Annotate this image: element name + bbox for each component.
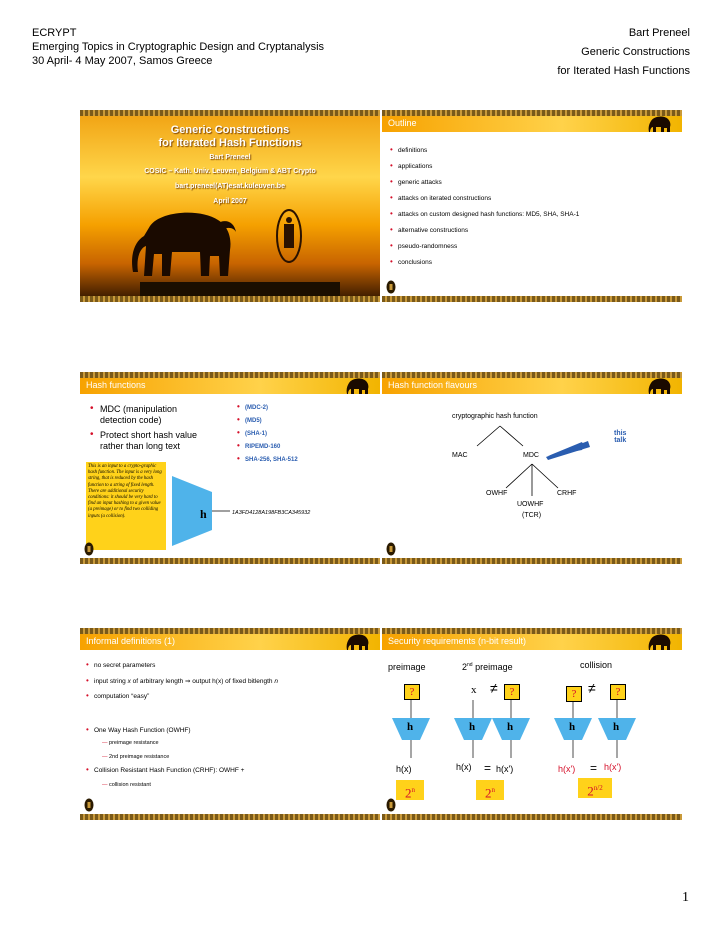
hash-output: 1A3FD4128A198FB3CA345932 [232, 510, 311, 516]
bullet-text: rather than long text [100, 441, 181, 451]
cosic-logo-icon [386, 798, 396, 812]
bullet-icon: • [237, 402, 240, 411]
seal-icon [275, 208, 303, 264]
elephant-icon [346, 377, 370, 395]
input-note-box: This is an input to a crypto-graphic hash function. The input is a very long string, that is reduced by the hash function to a string of fixed length. There are additional security conditions: it should be very hard to find an input hashing to a given value (a preimage) or to find two colliding inputs (a collision). [86, 462, 166, 550]
this-talk-note [614, 430, 626, 444]
def-item [86, 660, 156, 670]
elephant-icon [648, 115, 672, 133]
bullet-icon: • [237, 428, 240, 437]
funnel-h-label: h [507, 721, 514, 733]
def-text: collision resistant [109, 782, 151, 788]
bullet-text: detection code) [100, 415, 162, 425]
outline-item [390, 257, 432, 267]
funnel-h-label: h [569, 721, 576, 733]
slide-border-bottom [80, 296, 380, 302]
def-item [86, 725, 191, 735]
slide-outline [382, 110, 682, 302]
cosic-logo-icon [386, 280, 396, 294]
def-text: One Way Hash Function (OWHF) [94, 727, 191, 734]
def-text: input string [94, 678, 128, 685]
bullet-icon: • [390, 145, 393, 154]
outline-item [390, 177, 442, 187]
slide3-title: Hash functions [86, 380, 146, 390]
hash-value-hx-prime: h(x') [558, 764, 576, 774]
funnel-h-label: h [469, 721, 476, 733]
alg-label: (MDC-2) [245, 405, 268, 411]
alg-item [237, 415, 262, 425]
flavour-tcr: (TCR) [522, 512, 542, 519]
neq-symbol: ≠ [588, 680, 596, 696]
outline-item-label: pseudo-randomness [398, 243, 458, 250]
slide2-title: Outline [388, 118, 417, 128]
bullet-icon: • [86, 660, 89, 669]
slide4-title: Hash function flavours [388, 380, 478, 390]
def-item [86, 765, 245, 775]
bullet-icon: • [237, 415, 240, 424]
bullet-icon: • [237, 454, 240, 463]
slide-informal-definitions [80, 628, 380, 820]
header-title2: for Iterated Hash Functions [557, 65, 690, 77]
bullet-icon: • [90, 403, 94, 414]
flavour-crhf: CRHF [557, 490, 577, 497]
dash-icon: — [102, 740, 110, 746]
alg-item [237, 428, 267, 438]
header-left [32, 26, 324, 68]
slide-border-bottom [80, 814, 380, 820]
header-author: Bart Preneel [628, 27, 690, 39]
slide-border-top [80, 110, 380, 116]
unknown-box: ? [566, 686, 582, 702]
outline-item [390, 145, 428, 155]
slide-border-bottom [382, 558, 682, 564]
slide1-email: bart.preneel(AT)esat.kuleuven.be [175, 183, 285, 190]
alg-item [237, 454, 298, 464]
bullet-icon: • [390, 209, 393, 218]
bullet-text: Protect short hash value [100, 430, 198, 440]
def-var: x [127, 678, 131, 685]
outline-item [390, 193, 492, 203]
flavour-uowhf: UOWHF [517, 501, 544, 508]
slide1-author: Bart Preneel [209, 154, 251, 161]
outline-item [390, 241, 458, 251]
outline-item [390, 209, 580, 219]
slide-border-bottom [382, 814, 682, 820]
outline-item-label: attacks on custom designed hash functions: MD5, SHA, SHA-1 [398, 211, 580, 218]
complexity-2nd-preimage: 2$^n$ [476, 780, 504, 800]
slide-border-bottom [382, 296, 682, 302]
requirement-funnels [382, 628, 682, 820]
outline-item [390, 225, 469, 235]
header-date: 30 April- 4 May 2007, Samos Greece [32, 55, 213, 67]
bullet-icon: • [90, 429, 94, 440]
def-text: Collision Resistant Hash Function (CRHF): OWHF + [94, 767, 245, 774]
outline-item-label: attacks on iterated constructions [398, 195, 492, 202]
outline-item [390, 161, 433, 171]
slide1-title1: Generic Constructions [170, 124, 290, 136]
slide-security-requirements [382, 628, 682, 820]
bullet-icon: • [86, 676, 89, 685]
outline-item-label: applications [398, 163, 433, 170]
flavour-tree-lines [382, 372, 682, 564]
alg-label: (SHA-1) [245, 431, 267, 437]
this-talk-line2: talk [614, 437, 627, 444]
header-right [557, 26, 690, 83]
flavour-root: cryptographic hash function [452, 413, 538, 420]
hash-value-hx: h(x) [396, 764, 412, 774]
slide5-title: Informal definitions (1) [86, 636, 176, 646]
cosic-logo-icon [84, 542, 94, 556]
bullet-icon: • [390, 177, 393, 186]
alg-label: (MD5) [245, 418, 262, 424]
unknown-box: ? [610, 684, 626, 700]
def-var: n [274, 678, 278, 685]
hash-bullet-mdc [90, 403, 178, 426]
def-text: computation “easy” [94, 693, 150, 700]
bullet-icon: • [390, 193, 393, 202]
def-subitem [102, 781, 151, 789]
slide-hash-functions [80, 372, 380, 564]
flavour-mac: MAC [452, 452, 468, 459]
flavour-owhf: OWHF [486, 490, 508, 497]
complexity-collision: $2^{n/2}$ [578, 778, 612, 798]
req-collision: collision [580, 660, 613, 670]
def-item [86, 676, 278, 686]
outline-item-label: definitions [398, 147, 428, 154]
hash-value-hx: h(x) [456, 762, 472, 772]
outline-item-label: alternative constructions [398, 227, 469, 234]
slide-title [80, 110, 380, 302]
req-2nd-preimage: 2nd preimage [462, 662, 513, 672]
header-org: ECRYPT [32, 27, 77, 39]
def-subitem [102, 753, 169, 761]
def-subitem [102, 739, 159, 747]
bullet-icon: • [390, 225, 393, 234]
bullet-icon: • [86, 725, 89, 734]
funnel-h-label: h [613, 721, 620, 733]
bullet-icon: • [390, 257, 393, 266]
bullet-icon: • [86, 691, 89, 700]
bullet-icon: • [390, 241, 393, 250]
eq-symbol: = [590, 761, 598, 775]
known-x: x [471, 684, 477, 696]
slide-hash-flavours [382, 372, 682, 564]
slide1-title2: for Iterated Hash Functions [158, 137, 302, 149]
complexity-preimage: 2$^n$ [396, 780, 424, 800]
page-number: 1 [682, 890, 689, 905]
alg-label: RIPEMD-160 [245, 444, 281, 450]
flavour-mdc: MDC [523, 452, 539, 459]
cosic-logo-icon [386, 542, 396, 556]
unknown-box: ? [404, 684, 420, 700]
elephant-silhouette-icon [130, 206, 240, 282]
hash-value-hx-prime: h(x') [604, 762, 622, 772]
hash-value-hx-prime: h(x') [496, 764, 514, 774]
slide-border-bottom [80, 558, 380, 564]
elephant-icon [346, 633, 370, 651]
eq-symbol: = [484, 761, 492, 775]
slide-title-bar [382, 116, 682, 132]
dash-icon: — [102, 782, 110, 788]
slide1-date: April 2007 [213, 198, 247, 205]
bullet-text: MDC (manipulation [100, 404, 178, 414]
this-talk-line1: this [614, 430, 627, 437]
hash-bullet-protect [90, 429, 198, 452]
ground-strip [140, 282, 340, 296]
cosic-logo-icon [84, 798, 94, 812]
outline-item-label: conclusions [398, 259, 432, 266]
slide1-affiliation: COSIC – Kath. Univ. Leuven, Belgium & ABT Crypto [144, 168, 316, 175]
header-event: Emerging Topics in Cryptographic Design and Cryptanalysis [32, 41, 325, 53]
def-text: 2nd preimage resistance [109, 754, 170, 760]
neq-symbol: ≠ [490, 680, 498, 696]
outline-item-label: generic attacks [398, 179, 442, 186]
alg-label: SHA-256, SHA-512 [245, 457, 298, 463]
alg-item [237, 402, 268, 412]
dash-icon: — [102, 754, 110, 760]
alg-item [237, 441, 281, 451]
header-title1: Generic Constructions [581, 46, 690, 58]
funnel-h-label: h [407, 721, 414, 733]
bullet-icon: • [390, 161, 393, 170]
slide6-title: Security requirements (n-bit result) [388, 636, 527, 646]
unknown-box: ? [504, 684, 520, 700]
def-item [86, 691, 150, 701]
bullet-icon: • [86, 765, 89, 774]
def-text: of arbitrary length ⇒ output h(x) of fixed bitlength [130, 678, 275, 685]
bullet-icon: • [237, 441, 240, 450]
def-text: preimage resistance [109, 740, 159, 746]
hash-h-label: h [200, 507, 207, 521]
req-preimage: preimage [388, 662, 426, 672]
def-text: no secret parameters [94, 662, 156, 669]
